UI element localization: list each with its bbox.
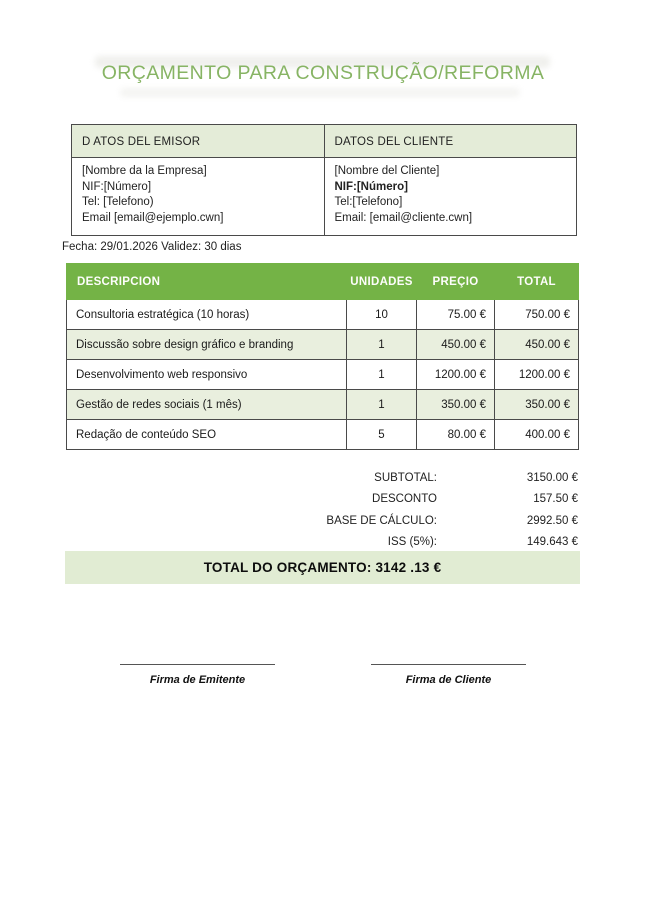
- summary-label: SUBTOTAL:: [374, 471, 437, 484]
- items-table: [66, 263, 579, 450]
- item-total: 750.00 €: [495, 300, 579, 330]
- summary-section: [66, 467, 578, 553]
- summary-row-iss: [66, 532, 578, 554]
- item-price: 75.00 €: [417, 300, 495, 330]
- summary-value: 157.50 €: [533, 493, 578, 506]
- date-validity-line: Fecha: 29/01.2026 Validez: 30 dias: [62, 241, 242, 253]
- client-box-header: DATOS DEL CLIENTE: [325, 125, 577, 158]
- summary-label: DESCONTO: [372, 493, 437, 506]
- signature-client: Firma de Cliente: [371, 664, 526, 686]
- parties-section: [71, 124, 577, 236]
- page-title: ORÇAMENTO PARA CONSTRUÇÃO/REFORMA: [101, 62, 545, 84]
- item-units: 1: [347, 390, 417, 420]
- item-price: 1200.00 €: [417, 360, 495, 390]
- emitter-email: Email [email@ejemplo.cwn]: [82, 211, 224, 224]
- column-header-units: UNIDADES: [347, 264, 417, 300]
- item-units: 1: [347, 360, 417, 390]
- table-row: [67, 300, 579, 330]
- item-price: 80.00 €: [417, 420, 495, 450]
- client-name: [Nombre del Cliente]: [334, 165, 440, 177]
- grand-total-banner: TOTAL DO ORÇAMENTO: 3142 .13 €: [65, 551, 580, 584]
- table-row: [67, 330, 579, 360]
- item-total: 1200.00 €: [495, 360, 579, 390]
- emitter-box-body: [72, 158, 324, 235]
- summary-label: ISS (5%):: [387, 536, 437, 549]
- client-box-body: [325, 158, 577, 235]
- client-nif: NIF:[Número]: [334, 180, 408, 193]
- item-units: 10: [347, 300, 417, 330]
- emitter-nif: NIF:[Número]: [82, 180, 152, 193]
- column-header-price: PREÇIO: [417, 264, 495, 300]
- item-total: 400.00 €: [495, 420, 579, 450]
- column-header-description: DESCRIPCION: [67, 264, 347, 300]
- item-price: 450.00 €: [417, 330, 495, 360]
- client-email: Email: [email@cliente.cwn]: [334, 211, 473, 224]
- emitter-box: [72, 125, 325, 235]
- items-table-header-row: [67, 264, 579, 300]
- summary-value: 3150.00 €: [526, 471, 578, 484]
- table-row: [67, 360, 579, 390]
- item-total: 350.00 €: [495, 390, 579, 420]
- item-description: Gestão de redes sociais (1 mês): [67, 390, 347, 420]
- item-description: Desenvolvimento web responsivo: [67, 360, 347, 390]
- client-box: [325, 125, 577, 235]
- column-header-total: TOTAL: [495, 264, 579, 300]
- summary-value: 149.643 €: [526, 536, 578, 549]
- item-description: Discussão sobre design gráfico e branding: [67, 330, 347, 360]
- table-row: [67, 420, 579, 450]
- scan-artifact: [120, 88, 520, 97]
- item-description: Consultoria estratégica (10 horas): [67, 300, 347, 330]
- signature-emitter: Firma de Emitente: [120, 664, 275, 686]
- summary-row-discount: [66, 489, 578, 511]
- item-description: Redação de conteúdo SEO: [67, 420, 347, 450]
- item-units: 5: [347, 420, 417, 450]
- item-units: 1: [347, 330, 417, 360]
- summary-row-subtotal: [66, 467, 578, 489]
- table-row: [67, 390, 579, 420]
- emitter-company-name: [Nombre da la Empresa]: [82, 165, 207, 177]
- item-total: 450.00 €: [495, 330, 579, 360]
- item-price: 350.00 €: [417, 390, 495, 420]
- emitter-phone: Tel: [Telefono): [82, 196, 154, 208]
- summary-value: 2992.50 €: [526, 514, 578, 527]
- summary-label: BASE DE CÁLCULO:: [326, 514, 437, 527]
- summary-row-base: [66, 510, 578, 532]
- emitter-box-header: D ATOS DEL EMISOR: [72, 125, 324, 158]
- client-phone: Tel:[Telefono]: [334, 196, 403, 208]
